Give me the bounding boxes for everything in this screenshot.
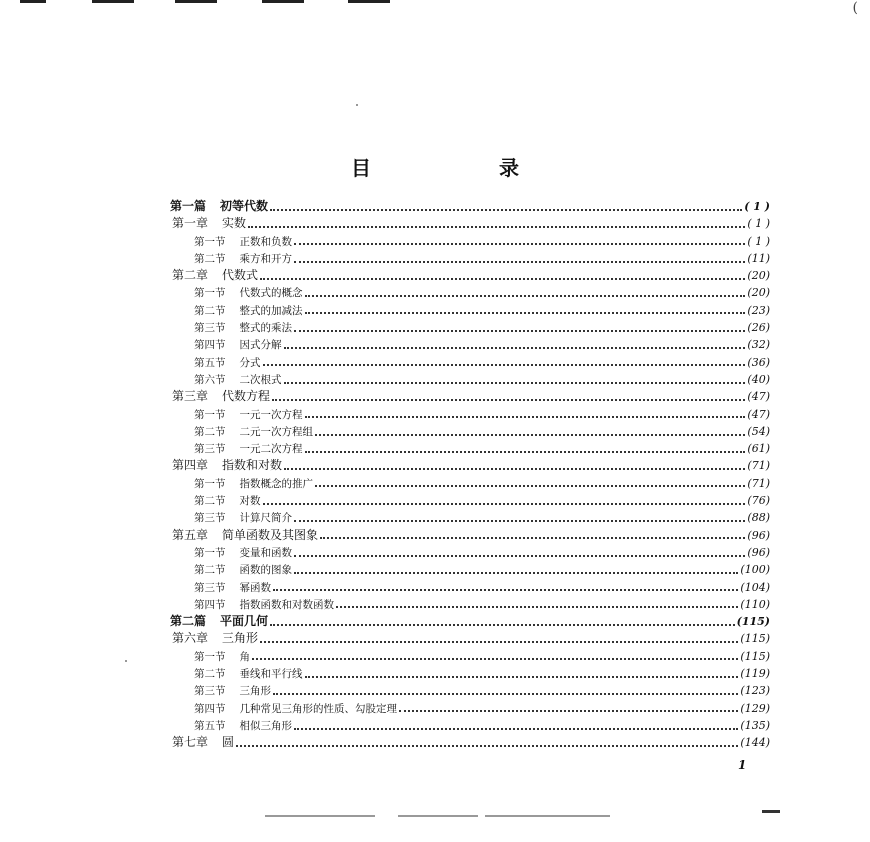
scan-artifact-top: [262, 0, 304, 3]
toc-entry-number: 第六章: [172, 631, 209, 646]
scan-artifact-top: [175, 0, 217, 3]
toc-entry-label: [194, 424, 313, 441]
toc-entry-title: 分式: [239, 356, 261, 369]
toc-entry-page: (104): [740, 580, 770, 594]
toc-entry-page: (26): [747, 321, 770, 335]
toc-entry-section: [170, 475, 770, 492]
toc-entry-section: [170, 579, 770, 596]
toc-entry-number: 第二节: [194, 495, 226, 508]
toc-entry-title: 正数和负数: [239, 235, 292, 248]
toc-entry-number: 第一节: [194, 546, 226, 559]
toc-leader-dots: [336, 606, 738, 608]
toc-entry-title: 幂函数: [239, 581, 271, 594]
toc-leader-dots: [273, 589, 738, 591]
toc-entry-part: [170, 198, 770, 215]
toc-entry-page: (71): [747, 476, 770, 490]
toc-entry-title: 相似三角形: [239, 719, 292, 732]
toc-entry-number: 第六节: [194, 373, 226, 386]
toc-entry-title: 二次根式: [239, 373, 282, 386]
toc-entry-number: 第二节: [194, 564, 226, 577]
toc-entry-number: 第一节: [194, 650, 226, 663]
toc-leader-dots: [305, 295, 746, 297]
toc-entry-label: [194, 355, 261, 372]
toc-entry-section: [170, 250, 770, 267]
toc-entry-page: (100): [740, 563, 770, 577]
toc-entry-label: [172, 630, 258, 647]
scan-artifact-bottom: [485, 815, 610, 817]
toc-entry-section: [170, 665, 770, 682]
toc-entry-label: [194, 683, 271, 700]
toc-entry-title: 实数: [222, 216, 247, 231]
toc-entry-section: [170, 336, 770, 353]
toc-entry-number: 第七章: [172, 735, 209, 750]
toc-entry-number: 第二篇: [170, 614, 207, 629]
scan-artifact-bottom: [762, 810, 780, 813]
toc-entry-title: 几种常见三角形的性质、勾股定理: [239, 702, 397, 715]
toc-entry-label: [170, 198, 268, 215]
toc-entry-title: 指数和对数: [222, 458, 283, 473]
toc-leader-dots: [236, 745, 738, 747]
toc-entry-section: [170, 423, 770, 440]
toc-entry-title: 垂线和平行线: [239, 668, 303, 681]
toc-leader-dots: [305, 416, 746, 418]
toc-entry-label: [194, 234, 292, 251]
toc-leader-dots: [315, 485, 745, 487]
toc-entry-title: 代数式的概念: [239, 287, 303, 300]
toc-entry-title: 平面几何: [220, 614, 269, 629]
toc-leader-dots: [305, 312, 746, 314]
toc-entry-label: [172, 734, 234, 751]
toc-entry-page: (47): [747, 407, 770, 421]
toc-entry-number: 第三章: [172, 389, 209, 404]
toc-entry-section: [170, 302, 770, 319]
toc-entry-title: 对数: [239, 495, 261, 508]
toc-entry-page: (123): [740, 684, 770, 698]
toc-entry-section: [170, 406, 770, 423]
toc-entry-number: 第二节: [194, 425, 226, 438]
toc-entry-chapter: [170, 267, 770, 284]
toc-entry-label: [172, 527, 318, 544]
toc-entry-page: (96): [747, 545, 770, 559]
toc-leader-dots: [260, 641, 738, 643]
scan-artifact-dot: [125, 660, 127, 662]
toc-entry-section: [170, 682, 770, 699]
scan-artifact-corner: (: [852, 0, 858, 16]
toc-entry-title: 指数概念的推广: [239, 477, 313, 490]
toc-entry-section: [170, 440, 770, 457]
toc-entry-page: (115): [740, 649, 770, 663]
toc-entry-page: (20): [747, 286, 770, 300]
toc-entry-title: 代数式: [222, 268, 259, 283]
toc-entry-number: 第二章: [172, 268, 209, 283]
toc-entry-number: 第五节: [194, 356, 226, 369]
toc-leader-dots: [263, 364, 746, 366]
toc-entry-label: [194, 701, 397, 718]
toc-entry-page: (96): [747, 528, 770, 542]
toc-entry-section: [170, 561, 770, 578]
toc-entry-chapter: [170, 215, 770, 232]
toc-entry-page: (36): [747, 355, 770, 369]
toc-entry-label: [194, 372, 282, 389]
toc-entry-section: [170, 544, 770, 561]
toc-entry-page: ( 1 ): [747, 234, 770, 248]
toc-entry-title: 一元二次方程: [239, 443, 303, 456]
toc-leader-dots: [399, 710, 738, 712]
scan-artifact-bottom: [398, 815, 478, 817]
toc-entry-label: [194, 580, 271, 597]
toc-leader-dots: [294, 261, 745, 263]
scan-artifact-dot: [356, 104, 358, 106]
toc-entry-title: 变量和函数: [239, 546, 292, 559]
toc-entry-number: 第四节: [194, 339, 226, 352]
toc-leader-dots: [294, 572, 738, 574]
toc-entry-section: [170, 319, 770, 336]
toc-entry-label: [194, 320, 292, 337]
toc-leader-dots: [284, 382, 746, 384]
toc-entry-section: [170, 233, 770, 250]
toc-entry-title: 二元一次方程组: [239, 425, 313, 438]
toc-entry-page: (20): [747, 269, 770, 283]
toc-entry-number: 第一章: [172, 216, 209, 231]
toc-leader-dots: [263, 503, 746, 505]
toc-entry-chapter: [170, 457, 770, 474]
toc-entry-label: [194, 666, 303, 683]
scan-artifact-top: [348, 0, 390, 3]
toc-leader-dots: [272, 399, 745, 401]
toc-entry-number: 第三节: [194, 443, 226, 456]
toc-entry-title: 指数函数和对数函数: [239, 598, 334, 611]
page-number: 1: [738, 758, 747, 772]
toc-entry-page: (129): [740, 701, 770, 715]
toc-leader-dots: [305, 676, 739, 678]
toc-leader-dots: [252, 658, 738, 660]
toc-leader-dots: [248, 226, 745, 228]
toc-entry-number: 第一节: [194, 235, 226, 248]
toc-entry-chapter: [170, 388, 770, 405]
toc-leader-dots: [270, 624, 735, 626]
toc-entry-label: [194, 649, 250, 666]
toc-leader-dots: [315, 434, 745, 436]
toc-leader-dots: [284, 468, 745, 470]
toc-entry-page: (61): [747, 442, 770, 456]
toc-leader-dots: [260, 278, 745, 280]
toc-leader-dots: [273, 693, 738, 695]
toc-entry-title: 计算尺简介: [239, 512, 292, 525]
toc-entry-label: [172, 388, 270, 405]
toc-entry-label: [194, 597, 334, 614]
toc-entry-number: 第一篇: [170, 199, 207, 213]
toc-entry-label: [194, 476, 313, 493]
table-of-contents: [170, 198, 770, 752]
toc-entry-number: 第三节: [194, 322, 226, 335]
toc-entry-page: (71): [747, 459, 770, 473]
toc-entry-section: [170, 509, 770, 526]
toc-entry-number: 第五节: [194, 719, 226, 732]
toc-entry-number: 第三节: [194, 581, 226, 594]
toc-entry-label: [172, 457, 282, 474]
toc-leader-dots: [294, 520, 745, 522]
toc-entry-page: (32): [747, 338, 770, 352]
toc-entry-section: [170, 700, 770, 717]
toc-entry-page: (144): [740, 736, 770, 750]
toc-entry-section: [170, 284, 770, 301]
toc-entry-number: 第一节: [194, 287, 226, 300]
toc-entry-section: [170, 717, 770, 734]
page-title: 目 录: [351, 156, 573, 180]
toc-entry-label: [194, 441, 303, 458]
toc-entry-number: 第四节: [194, 702, 226, 715]
toc-entry-title: 初等代数: [220, 199, 269, 213]
toc-entry-page: (119): [740, 667, 770, 681]
toc-entry-page: (54): [747, 424, 770, 438]
toc-entry-number: 第二节: [194, 668, 226, 681]
toc-entry-section: [170, 371, 770, 388]
toc-entry-number: 第二节: [194, 304, 226, 317]
toc-entry-page: (115): [736, 615, 770, 629]
toc-entry-page: (110): [740, 597, 770, 611]
toc-entry-chapter: [170, 734, 770, 751]
toc-entry-number: 第一节: [194, 408, 226, 421]
scan-artifact-top: [92, 0, 134, 3]
toc-entry-title: 代数方程: [222, 389, 271, 404]
toc-entry-page: (76): [747, 494, 770, 508]
toc-entry-label: [194, 562, 292, 579]
toc-entry-section: [170, 596, 770, 613]
toc-entry-label: [194, 545, 292, 562]
toc-entry-page: (115): [740, 632, 770, 646]
toc-entry-number: 第三节: [194, 512, 226, 525]
toc-entry-label: [194, 303, 303, 320]
toc-leader-dots: [294, 243, 745, 245]
toc-entry-title: 圆: [222, 735, 235, 750]
toc-leader-dots: [284, 347, 746, 349]
toc-entry-number: 第一节: [194, 477, 226, 490]
toc-entry-section: [170, 648, 770, 665]
toc-entry-title: 三角形: [222, 631, 259, 646]
toc-entry-number: 第五章: [172, 527, 209, 542]
toc-entry-title: 函数的图象: [239, 564, 292, 577]
toc-leader-dots: [294, 555, 745, 557]
toc-entry-label: [194, 493, 261, 510]
toc-entry-label: [194, 251, 292, 268]
toc-entry-title: 乘方和开方: [239, 252, 292, 265]
toc-entry-page: (40): [747, 372, 770, 386]
toc-entry-label: [172, 215, 246, 232]
scan-artifact-top: [20, 0, 46, 3]
toc-leader-dots: [305, 451, 746, 453]
toc-leader-dots: [320, 537, 745, 539]
toc-entry-page: (23): [747, 303, 770, 317]
toc-entry-section: [170, 354, 770, 371]
toc-entry-number: 第三节: [194, 685, 226, 698]
toc-entry-label: [194, 510, 292, 527]
toc-entry-title: 一元一次方程: [239, 408, 303, 421]
toc-entry-label: [170, 613, 268, 630]
toc-entry-label: [194, 407, 303, 424]
toc-leader-dots: [294, 330, 745, 332]
scan-artifact-bottom: [265, 815, 375, 817]
toc-entry-page: ( 1 ): [744, 200, 770, 213]
toc-entry-chapter: [170, 630, 770, 647]
toc-entry-section: [170, 492, 770, 509]
toc-entry-title: 因式分解: [239, 339, 282, 352]
toc-entry-chapter: [170, 527, 770, 544]
toc-entry-label: [172, 267, 258, 284]
toc-leader-dots: [270, 209, 742, 211]
toc-entry-page: (88): [747, 511, 770, 525]
toc-entry-title: 三角形: [239, 685, 271, 698]
toc-entry-page: ( 1 ): [747, 217, 770, 231]
toc-entry-title: 角: [239, 650, 250, 663]
toc-entry-title: 整式的加减法: [239, 304, 303, 317]
toc-entry-number: 第四节: [194, 598, 226, 611]
toc-entry-title: 简单函数及其图象: [222, 527, 319, 542]
toc-entry-part: [170, 613, 770, 630]
toc-entry-label: [194, 337, 282, 354]
toc-entry-page: (47): [747, 390, 770, 404]
toc-entry-label: [194, 285, 303, 302]
toc-leader-dots: [294, 728, 738, 730]
toc-entry-number: 第四章: [172, 458, 209, 473]
toc-entry-number: 第二节: [194, 252, 226, 265]
toc-entry-title: 整式的乘法: [239, 322, 292, 335]
toc-entry-page: (11): [747, 251, 770, 265]
toc-entry-label: [194, 718, 292, 735]
toc-entry-page: (135): [740, 718, 770, 732]
